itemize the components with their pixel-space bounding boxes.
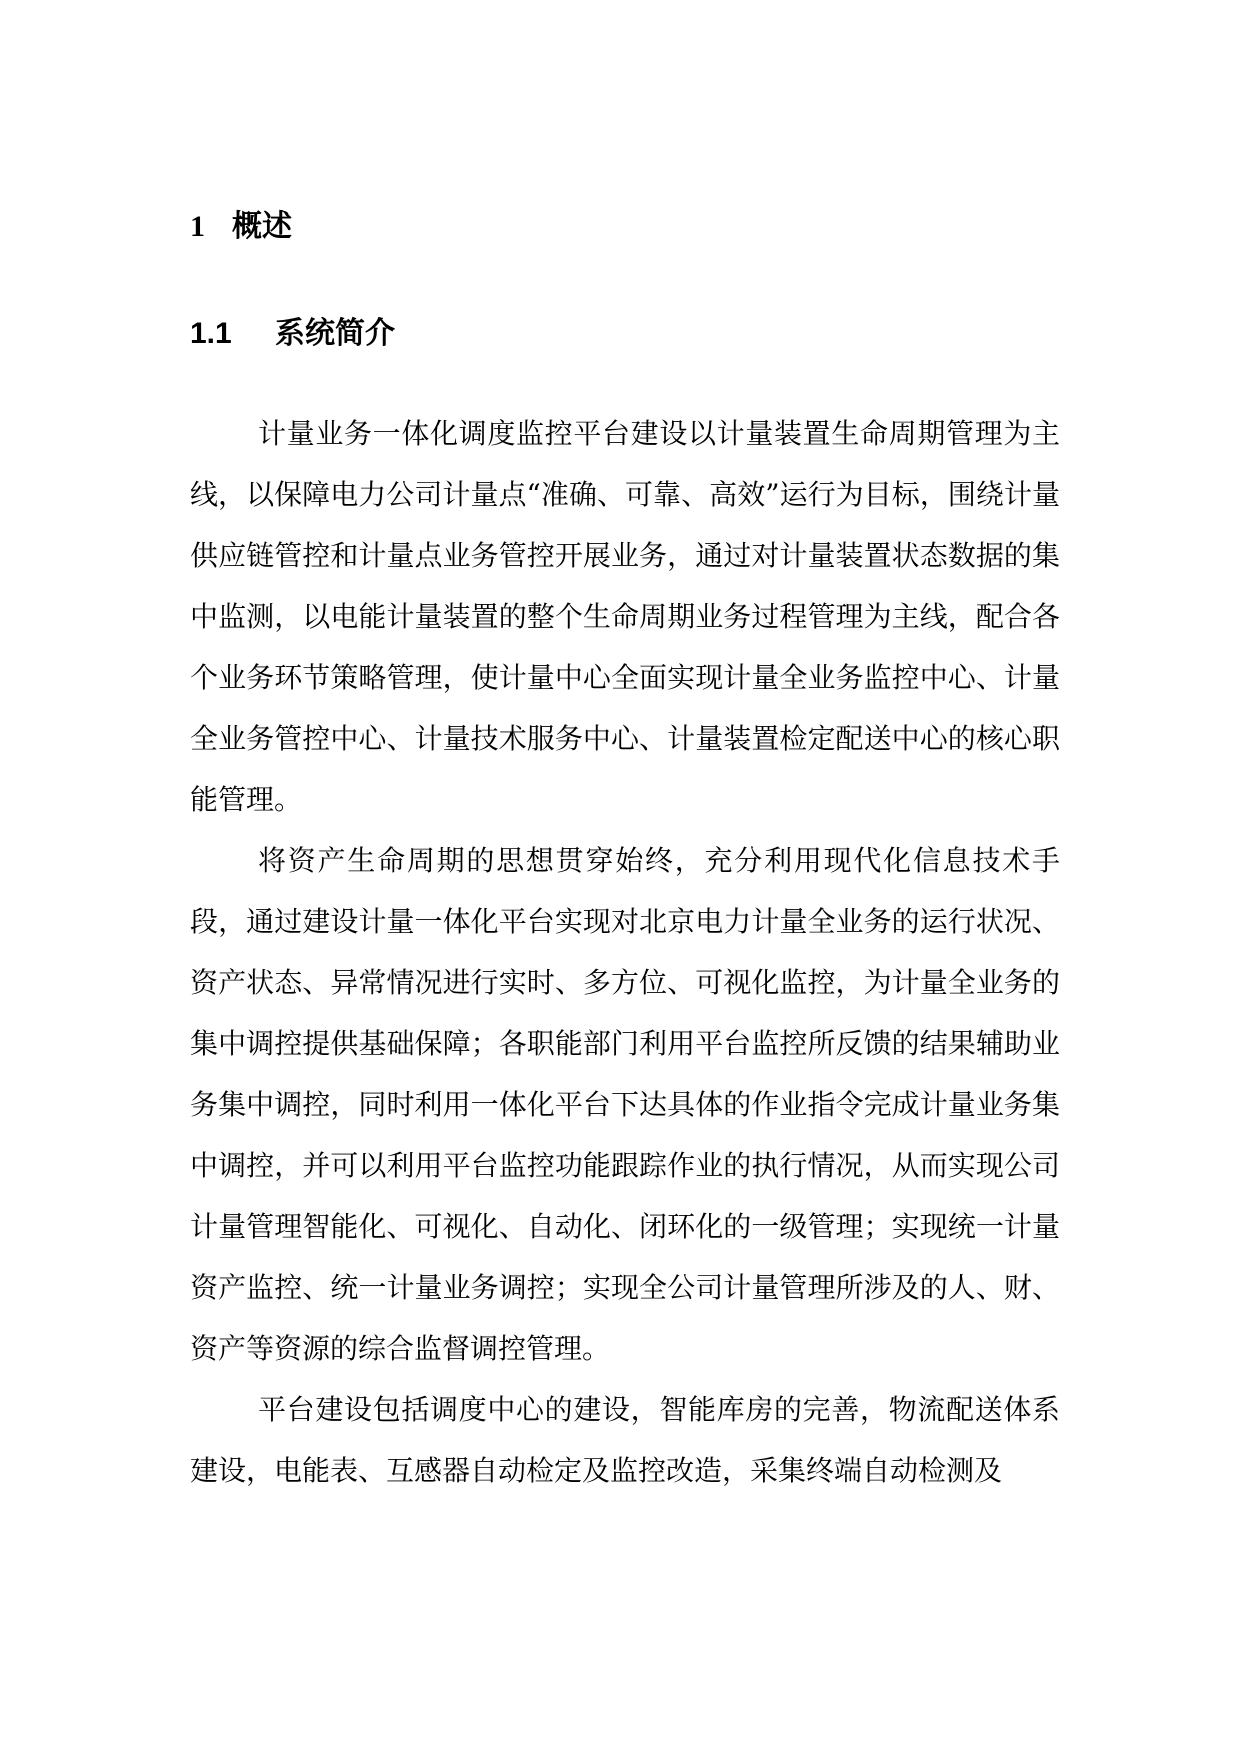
chapter-heading (190, 205, 292, 249)
body-text (190, 403, 1060, 1501)
paragraph: 计量业务一体化调度监控平台建设以计量装置生命周期管理为主线，以保障电力公司计量点“准确、可靠、高效”运行为目标，围绕计量供应链管控和计量点业务管控开展业务，通过对计量装置状态数据的集中监测，以电能计量装置的整个生命周期业务过程管理为主线，配合各个业务环节策略管理，使计量中心全面实现计量全业务监控中心、计量全业务管控中心、计量技术服务中心、计量装置检定配送中心的核心职能管理。 (190, 417, 1060, 816)
section-number: 1.1 (190, 317, 232, 350)
section-heading (190, 312, 395, 356)
chapter-title: 概述 (232, 209, 292, 244)
paragraph: 平台建设包括调度中心的建设，智能库房的完善，物流配送体系建设，电能表、互感器自动检定及监控改造，采集终端自动检测及 (190, 1393, 1060, 1487)
section-title: 系统简介 (275, 316, 395, 351)
chapter-number: 1 (190, 210, 205, 243)
paragraph: 将资产生命周期的思想贯穿始终，充分利用现代化信息技术手段，通过建设计量一体化平台实现对北京电力计量全业务的运行状况、资产状态、异常情况进行实时、多方位、可视化监控，为计量全业务的集中调控提供基础保障；各职能部门利用平台监控所反馈的结果辅助业务集中调控，同时利用一体化平台下达具体的作业指令完成计量业务集中调控，并可以利用平台监控功能跟踪作业的执行情况，从而实现公司计量管理智能化、可视化、自动化、闭环化的一级管理；实现统一计量资产监控、统一计量业务调控；实现全公司计量管理所涉及的人、财、资产等资源的综合监督调控管理。 (190, 844, 1060, 1365)
